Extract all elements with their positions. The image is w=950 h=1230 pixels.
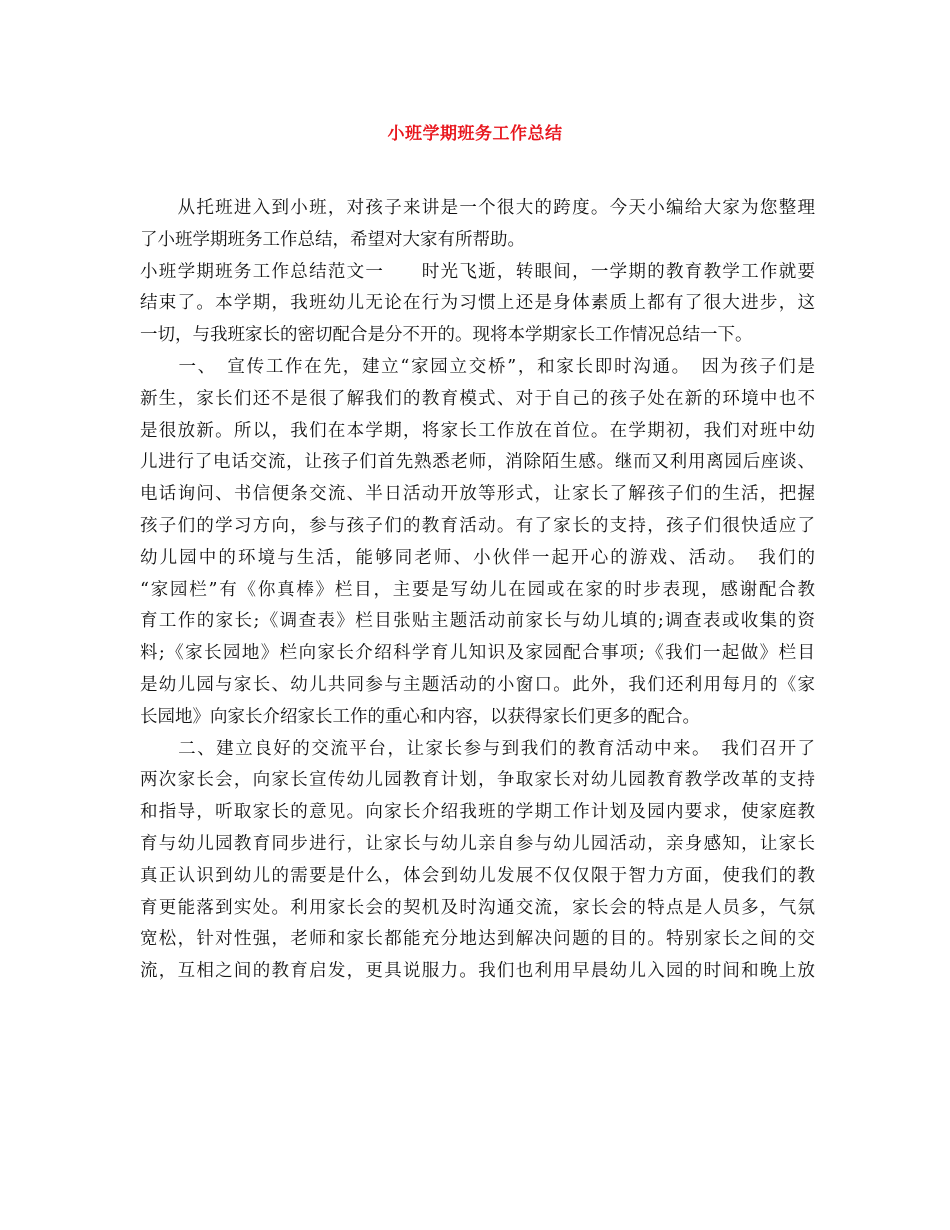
paragraph-line: 是很放新。所以，我们在本学期，将家长工作放在首位。在学期初，我们对班中幼 — [140, 420, 815, 441]
paragraph-line: 幼儿园中的环境与生活，能够同老师、小伙伴一起开心的游戏、活动。 我们的 — [140, 547, 815, 568]
paragraph-line: 料;《家长园地》栏向家长介绍科学育儿知识及家园配合事项;《我们一起做》栏目 — [140, 643, 815, 664]
paragraph-line: 儿进行了电话交流，让孩子们首先熟悉老师，消除陌生感。继而又利用离园后座谈、 — [140, 452, 815, 473]
paragraph-line: 育工作的家长;《调查表》栏目张贴主题活动前家长与幼儿填的;调查表或收集的资 — [140, 611, 815, 632]
paragraph-line: 结束了。本学期，我班幼儿无论在行为习惯上还是身体素质上都有了很大进步，这 — [140, 293, 815, 314]
paragraph-line: 长园地》向家长介绍家长工作的重心和内容，以获得家长们更多的配合。 — [140, 706, 700, 727]
paragraph-line: 小班学期班务工作总结范文一 时光飞逝，转眼间，一学期的教育教学工作就要 — [140, 261, 815, 282]
paragraph-line: 孩子们的学习方向，参与孩子们的教育活动。有了家长的支持，孩子们很快适应了 — [140, 515, 815, 536]
paragraph-line: 一切，与我班家长的密切配合是分不开的。现将本学期家长工作情况总结一下。 — [140, 325, 753, 346]
document-body — [140, 193, 815, 988]
paragraph-line: 一、 宣传工作在先，建立“家园立交桥”，和家长即时沟通。 因为孩子们是 — [140, 356, 815, 377]
document-title: 小班学期班务工作总结 — [387, 124, 563, 144]
paragraph-line: 真正认识到幼儿的需要是什么，体会到幼儿发展不仅仅限于智力方面，使我们的教 — [140, 865, 815, 886]
paragraph-line: 流，互相之间的教育启发，更具说服力。我们也利用早晨幼儿入园的时间和晚上放 — [140, 961, 815, 982]
paragraph-line: 二、建立良好的交流平台，让家长参与到我们的教育活动中来。 我们召开了 — [140, 738, 815, 759]
paragraph-line: “家园栏”有《你真棒》栏目，主要是写幼儿在园或在家的时步表现，感谢配合教 — [140, 579, 815, 600]
paragraph-line: 电话询问、书信便条交流、半日活动开放等形式，让家长了解孩子们的生活，把握 — [140, 484, 815, 505]
paragraph-line: 育更能落到实处。利用家长会的契机及时沟通交流，家长会的特点是人员多，气氛 — [140, 897, 815, 918]
paragraph-line: 宽松，针对性强，老师和家长都能充分地达到解决问题的目的。特别家长之间的交 — [140, 929, 815, 950]
paragraph-line: 从托班进入到小班，对孩子来讲是一个很大的跨度。今天小编给大家为您整理 — [140, 198, 815, 218]
paragraph-line: 育与幼儿园教育同步进行，让家长与幼儿亲自参与幼儿园活动，亲身感知，让家长 — [140, 833, 815, 854]
paragraph-line: 新生，家长们还不是很了解我们的教育模式、对于自己的孩子处在新的环境中也不 — [140, 388, 815, 409]
paragraph-line: 是幼儿园与家长、幼儿共同参与主题活动的小窗口。此外，我们还利用每月的《家 — [140, 674, 815, 695]
paragraph-line: 了小班学期班务工作总结，希望对大家有所帮助。 — [140, 229, 525, 250]
paragraph-line: 两次家长会，向家长宣传幼儿园教育计划，争取家长对幼儿园教育教学改革的支持 — [140, 770, 815, 791]
paragraph-line: 和指导，听取家长的意见。向家长介绍我班的学期工作计划及园内要求，使家庭教 — [140, 802, 815, 823]
